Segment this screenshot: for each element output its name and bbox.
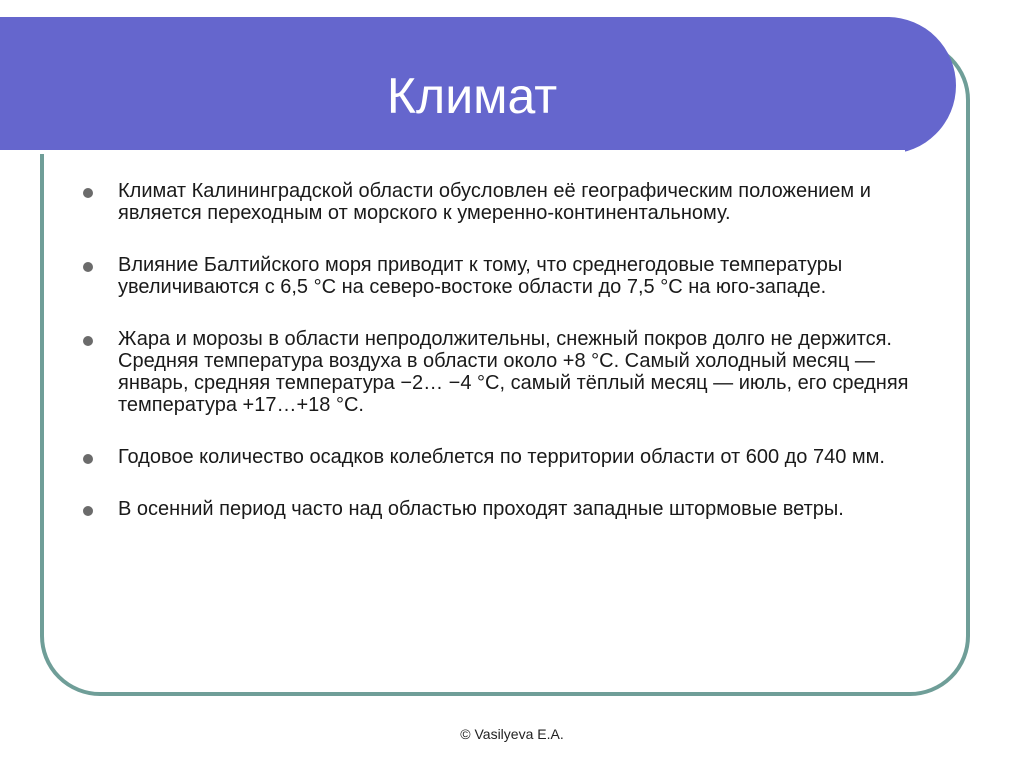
bullet-icon: [83, 506, 93, 516]
bullet-icon: [83, 188, 93, 198]
bullet-icon: [83, 454, 93, 464]
footer-credit: © Vasilyeva E.A.: [460, 726, 564, 742]
bullet-text: Жара и морозы в области непродолжительны, снежный покров долго не держится. Средняя температура воздуха в области около +8 °C. Самый холодный месяц — январь, средняя температура −2… −4 °C, самый тёплый месяц — июль, его средняя температура +17…+18 °C.: [118, 328, 909, 416]
list-item: [78, 446, 938, 468]
bullet-text: Климат Калининградской области обусловлен её географическим положением и является переходным от морского к умеренно-континентальному.: [118, 180, 871, 224]
title-underline: [0, 150, 905, 154]
title-banner: [0, 17, 956, 154]
bullet-text: Годовое количество осадков колеблется по территории области от 600 до 740 мм.: [118, 446, 885, 468]
bullet-text: Влияние Балтийского моря приводит к тому, что среднегодовые температуры увеличиваются с 6,5 °C на северо-востоке области до 7,5 °C на юго-западе.: [118, 254, 843, 298]
bullet-icon: [83, 336, 93, 346]
list-item: [78, 254, 938, 298]
list-item: [78, 328, 938, 416]
list-item: [78, 180, 938, 224]
list-item: [78, 498, 938, 520]
bullet-list: [78, 180, 938, 550]
bullet-text: В осенний период часто над областью проходят западные штормовые ветры.: [118, 498, 844, 520]
slide-title: Климат: [386, 68, 558, 124]
bullet-icon: [83, 262, 93, 272]
